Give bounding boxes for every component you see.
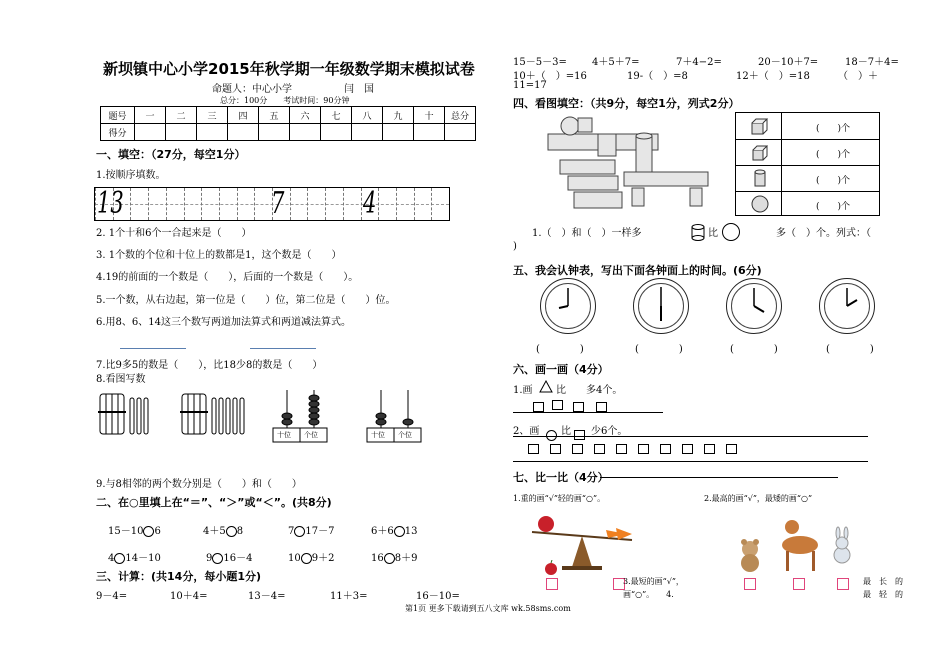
compare-circle[interactable] [384, 553, 395, 564]
score-cell[interactable] [135, 124, 166, 141]
q1-1: 1.按顺序填数。 [96, 170, 166, 181]
q1-2: 2. 1个十和6个一合起来是（ ） [96, 228, 252, 239]
q4-1-a: 1.（ ）和（ ）一样多 [532, 228, 642, 239]
answer-line [513, 412, 663, 413]
q6-1-b: 比 [556, 385, 566, 396]
square-shape [660, 444, 671, 454]
abacus-label: 个位 [398, 431, 412, 439]
score-header-cell: 八 [352, 107, 383, 124]
compare-circle[interactable] [114, 553, 125, 564]
clock-face [819, 278, 875, 334]
square-shape [574, 430, 585, 440]
square-shape [638, 444, 649, 454]
q7-1: 1.重的画“√”轻的画“○”。 [513, 494, 606, 503]
cylinder-icon [752, 169, 768, 189]
square-shape [550, 444, 561, 454]
compare-item: 10 9＋2 [288, 553, 335, 564]
square-shape [616, 444, 627, 454]
clock-answer[interactable]: ( ) [536, 344, 584, 355]
q1-5: 5.一个数，从右边起，第一位是（ ）位，第二位是（ ）位。 [96, 295, 396, 306]
clock-face [726, 278, 782, 334]
author-line: 命题人：中心小学 [212, 84, 292, 95]
number-sequence-grid [94, 187, 450, 221]
exam-meta: 总分：100分 考试时间：90分钟 [220, 96, 350, 105]
clock-face [540, 278, 596, 334]
section-7-title: 七、比一比（4分） [513, 471, 609, 484]
q6-1-a: 1.画 [513, 385, 533, 396]
count-cell[interactable]: ( )个 [816, 176, 851, 186]
compare-item: 4 14－10 [108, 553, 161, 564]
calc-item: 7＋4−2= [676, 57, 722, 68]
score-header-cell: 四 [228, 107, 259, 124]
answer-box[interactable] [793, 578, 805, 590]
triangle-icon [539, 380, 553, 393]
stick-bundles-image [96, 390, 286, 440]
answer-line [120, 348, 186, 349]
q4-1-c: 多（ ）个。列式：（ [776, 228, 871, 239]
compare-item: 4＋5 8 [203, 526, 244, 537]
calc-item: 11＋3= [330, 591, 368, 602]
compare-item: 16 8＋9 [371, 553, 418, 564]
cube-icon [750, 118, 768, 136]
clock-answer[interactable]: ( ) [635, 344, 683, 355]
fill-item: 12＋（ ）=18 [736, 71, 810, 82]
answer-box[interactable] [744, 578, 756, 590]
calc-item: 18－7＋4= [845, 57, 899, 68]
score-row-label: 得分 [101, 124, 135, 141]
compare-circle[interactable] [294, 526, 305, 537]
calc-item: 9－4= [96, 591, 128, 602]
page-title: 新坝镇中心小学2015年秋学期一年级数学期末模拟试卷 [103, 60, 475, 78]
q1-9: 9.与8相邻的两个数分别是（ ）和（ ） [96, 479, 302, 490]
score-cell[interactable] [321, 124, 352, 141]
cylinder-icon [690, 222, 706, 242]
square-shape [704, 444, 715, 454]
score-header-cell: 七 [321, 107, 352, 124]
clock-hands-icon [820, 279, 876, 335]
square-shape [596, 402, 607, 412]
section-6-title: 六、画一画（4分） [513, 363, 609, 376]
square-shape [572, 444, 583, 454]
q7-4-b: 最 轻 的 [863, 590, 903, 599]
count-cell[interactable]: ( )个 [816, 124, 851, 134]
section-3-title: 三、计算：(共14分，每小题1分) [96, 570, 262, 583]
footer-text: 第1页 更多下载请到五八文库 wk.58sms.com [405, 604, 571, 613]
fill-item: （ ）＋ [838, 71, 878, 82]
answer-line [513, 436, 868, 437]
abacus-label: 十位 [277, 431, 291, 439]
fill-item: 19-（ ）=8 [627, 71, 688, 82]
clock-answer[interactable]: ( ) [730, 344, 778, 355]
square-shape [682, 444, 693, 454]
calc-item: 4＋5＋7= [592, 57, 640, 68]
q1-6: 6.用8、6、14这三个数写两道加法算式和两道减法算式。 [96, 317, 351, 328]
score-header-cell: 题号 [101, 107, 135, 124]
compare-item: 9 16－4 [206, 553, 253, 564]
clock-answer[interactable]: ( ) [826, 344, 874, 355]
calc-item: 20－10＋7= [758, 57, 819, 68]
calc-item: 16－10= [416, 591, 460, 602]
stacked-blocks-image [540, 112, 720, 217]
score-cell[interactable] [197, 124, 228, 141]
q1-7: 7.比9多5的数是（ ），比18少8的数是（ ） [96, 360, 323, 371]
score-cell[interactable] [228, 124, 259, 141]
square-shape [552, 400, 563, 410]
square-shape [528, 444, 539, 454]
q6-1-c: 多4个。 [586, 385, 623, 396]
score-header-cell: 一 [135, 107, 166, 124]
answer-line [513, 461, 868, 462]
q4-1-d: ) [513, 241, 517, 252]
q7-4-a: 最 长 的 [863, 577, 903, 586]
clock-face [633, 278, 689, 334]
compare-circle[interactable] [212, 553, 223, 564]
calc-item: 15－5－3= [513, 57, 567, 68]
calc-item: 13－4= [248, 591, 286, 602]
score-table [100, 106, 476, 141]
square-shape [533, 402, 544, 412]
score-cell[interactable] [352, 124, 383, 141]
q7-3-a: 3.最短的画“√”， [623, 577, 684, 586]
clock-hands-icon [541, 279, 597, 335]
clock-hands-icon [727, 279, 783, 335]
q6-2-a: 2、画 [513, 426, 540, 437]
apple-icon [543, 560, 559, 576]
count-cell[interactable]: ( )个 [816, 202, 851, 212]
q6-2-c: 少6个。 [591, 426, 628, 437]
score-header-cell: 十 [414, 107, 445, 124]
score-cell[interactable] [383, 124, 414, 141]
compare-item: 6＋6 13 [371, 526, 418, 537]
compare-circle[interactable] [226, 526, 237, 537]
compare-circle[interactable] [394, 526, 405, 537]
q7-3-b: 画“○”。 4. [623, 590, 674, 599]
score-cell[interactable] [290, 124, 321, 141]
score-cell[interactable] [166, 124, 197, 141]
section-2-title: 二、在○里填上在“＝”、“＞”或“＜”。(共8分) [96, 496, 332, 509]
calc-item: 10＋4= [170, 591, 208, 602]
score-header-cell: 三 [197, 107, 228, 124]
grid-number: 13 [97, 186, 124, 221]
compare-item: 7 17－7 [288, 526, 335, 537]
counting-table [735, 112, 880, 216]
abacus-label: 十位 [371, 431, 385, 439]
sphere-icon [722, 223, 740, 241]
compare-item: 15－10 6 [108, 526, 161, 537]
score-cell[interactable] [259, 124, 290, 141]
score-cell[interactable] [445, 124, 476, 141]
fill-item: 10＋（ ）=16 [513, 71, 587, 82]
q1-4: 4.19的前面的一个数是（ ），后面的一个数是（ ）。 [96, 272, 359, 283]
fill-item-continued: 11=17 [513, 80, 547, 91]
score-header-cell: 二 [166, 107, 197, 124]
answer-box[interactable] [546, 578, 558, 590]
section-1-title: 一、填空：（27分，每空1分） [96, 148, 246, 161]
q1-3: 3. 1个数的个位和十位上的数都是1，这个数是（ ） [96, 250, 342, 261]
section-5-title: 五、我会认钟表，写出下面各钟面上的时间。(6分) [513, 264, 762, 277]
compare-circle[interactable] [143, 526, 154, 537]
score-header-cell: 五 [259, 107, 290, 124]
grid-number: 4 [363, 186, 377, 221]
animals-image [734, 515, 874, 575]
count-cell[interactable]: ( )个 [816, 150, 851, 160]
answer-line [250, 348, 316, 349]
score-header-cell: 总分 [445, 107, 476, 124]
sphere-icon [750, 194, 770, 214]
balance-scale-image [522, 512, 642, 572]
score-cell[interactable] [414, 124, 445, 141]
score-header-cell: 九 [383, 107, 414, 124]
score-header-cell: 六 [290, 107, 321, 124]
q6-2-b: 比 [561, 426, 571, 437]
answer-box[interactable] [837, 578, 849, 590]
grid-number: 7 [271, 186, 285, 221]
cuboid-icon [750, 144, 768, 162]
q1-8: 8.看图写数 [96, 374, 146, 385]
answer-line [600, 477, 838, 478]
square-shape [573, 402, 584, 412]
section-4-title: 四、看图填空：（共9分，每空1分，列式2分） [513, 97, 740, 110]
author-names: 闫 国 [344, 84, 374, 95]
clock-hands-icon [634, 279, 690, 335]
square-shape [726, 444, 737, 454]
compare-circle[interactable] [301, 553, 312, 564]
abacus-label: 个位 [304, 431, 318, 439]
q4-1-b: 比 [708, 228, 718, 239]
q7-2: 2.最高的画“√”，最矮的画“○” [704, 494, 813, 503]
square-shape [594, 444, 605, 454]
